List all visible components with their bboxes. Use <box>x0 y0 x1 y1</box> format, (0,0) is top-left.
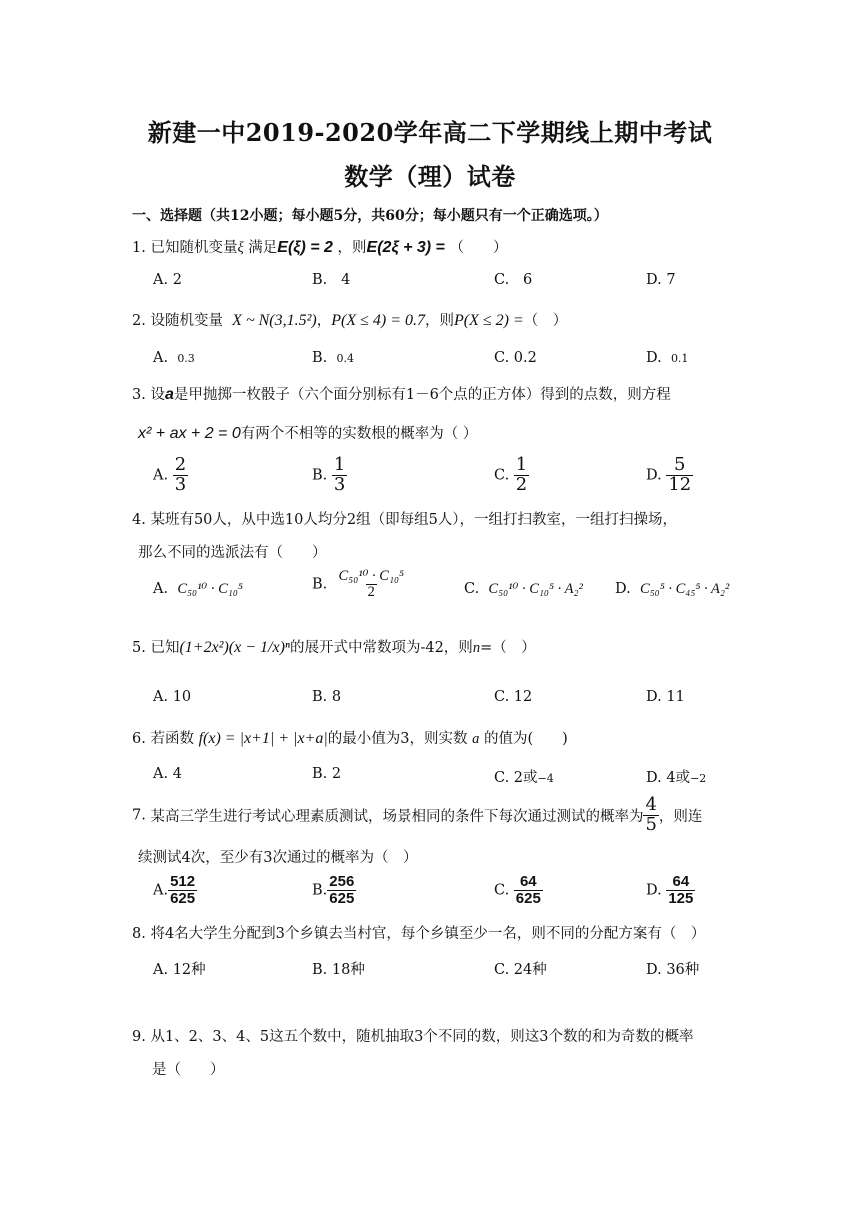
option-label: D. <box>646 770 662 786</box>
q4-option-c[interactable] <box>464 581 583 598</box>
q4-option-d[interactable] <box>615 581 729 598</box>
q2-option-d[interactable] <box>646 350 688 366</box>
question-9-line2 <box>152 1058 225 1079</box>
question-text: 将4名大学生分配到3个乡镇去当村官，每个乡镇至少一名，则不同的分配方案有（ ） <box>150 926 706 942</box>
q8-option-a[interactable] <box>153 958 206 979</box>
q2-option-a[interactable] <box>153 350 195 366</box>
q3-option-a[interactable] <box>153 456 188 495</box>
question-3-line2 <box>138 422 477 443</box>
q6-option-c[interactable] <box>494 766 554 787</box>
option-text: 8 <box>331 689 342 705</box>
option-label: C. <box>494 272 510 288</box>
option-label: B. <box>312 467 328 484</box>
question-text: 那么不同的选派法有（ ） <box>138 545 327 561</box>
math-variable: n <box>472 640 481 656</box>
question-number: 3. <box>132 387 146 403</box>
q8-option-c[interactable] <box>494 958 547 979</box>
q7-option-a[interactable] <box>153 874 197 907</box>
math-variable: a <box>472 731 480 747</box>
option-label: B. <box>312 689 328 705</box>
option-text: 4 <box>172 766 182 782</box>
question-text: ， <box>316 313 332 329</box>
option-text: 2 <box>172 272 182 288</box>
option-label: C. <box>494 689 510 705</box>
q2-option-b[interactable] <box>312 350 354 366</box>
q2-option-c[interactable] <box>494 350 537 366</box>
option-label: D. <box>646 350 662 366</box>
option-text: −2 <box>690 772 707 785</box>
option-text: 36种 <box>666 962 700 978</box>
question-text: 设 <box>150 387 165 403</box>
option-label: C. <box>494 770 510 786</box>
option-text: 10 <box>172 689 192 705</box>
question-1 <box>132 236 508 257</box>
option-label: A. <box>153 766 169 782</box>
question-text: ，则 <box>425 313 455 329</box>
q5-option-a[interactable] <box>153 689 191 705</box>
option-text: 11 <box>666 689 685 705</box>
math-expression: E(2ξ + 3) = <box>366 239 445 256</box>
option-label: A. <box>153 882 169 899</box>
option-label: D. <box>615 581 631 597</box>
option-text: C₅₀¹⁰ · C₁₀⁵ · A₂² <box>488 581 583 597</box>
math-expression: E(ξ) = 2 <box>277 239 333 256</box>
question-text: 满足 <box>248 240 278 256</box>
question-number: 5. <box>132 640 146 656</box>
option-label: C. <box>494 882 510 899</box>
question-text: 已知 <box>150 640 180 656</box>
option-text: C₅₀⁵ · C₄₅⁵ · A₂² <box>639 581 730 597</box>
question-number: 7. <box>132 807 146 824</box>
option-text: 2或 <box>513 770 538 786</box>
q3-option-d[interactable] <box>646 456 693 495</box>
math-expression: (1+2x²)(x − 1/x)ⁿ <box>179 639 290 656</box>
option-label: A. <box>153 272 169 288</box>
question-number: 4. <box>132 512 146 528</box>
fraction: $\frac{256}{625}$ <box>329 873 355 907</box>
option-label: C. <box>494 350 510 366</box>
fraction: $\frac{\text{C₅₀¹⁰ · C₁₀⁵}}{2}$ <box>338 568 405 601</box>
q1-option-b[interactable] <box>312 272 350 288</box>
question-2 <box>132 309 567 330</box>
fraction: $\frac{64}{625}$ <box>515 873 541 907</box>
question-3 <box>132 383 671 404</box>
option-label: A. <box>153 467 169 484</box>
option-text: C₅₀¹⁰ · C₁₀⁵ <box>177 581 243 597</box>
option-text: 0.2 <box>513 350 537 366</box>
option-text: 12种 <box>172 962 206 978</box>
question-number: 6. <box>132 731 146 747</box>
math-xi: ξ <box>237 240 244 256</box>
fraction: $\frac{64}{125}$ <box>668 873 694 907</box>
fraction: $\frac{1}{3}$ <box>333 454 346 495</box>
question-text: 若函数 <box>150 731 194 747</box>
question-4-line2 <box>138 541 327 562</box>
option-label: A. <box>153 350 169 366</box>
q5-option-b[interactable] <box>312 689 341 705</box>
option-label: B. <box>312 766 328 782</box>
question-5 <box>132 636 536 657</box>
question-7 <box>132 796 702 835</box>
question-text: 续测试4次，至少有3次通过的概率为（ ） <box>138 850 418 866</box>
q6-option-b[interactable] <box>312 766 341 782</box>
q3-option-b[interactable] <box>312 456 347 495</box>
option-label: B. <box>312 272 328 288</box>
question-7-line2 <box>138 846 417 867</box>
option-label: A. <box>153 689 169 705</box>
math-equation: x² + ax + 2 = 0 <box>138 425 241 442</box>
option-text: 0.3 <box>177 352 195 365</box>
q7-option-b[interactable] <box>312 874 356 907</box>
q7-option-d[interactable] <box>646 874 695 907</box>
question-6 <box>132 727 568 748</box>
question-text: 的展开式中常数项为-42，则 <box>289 640 473 656</box>
option-label: A. <box>153 581 169 597</box>
q7-option-c[interactable] <box>494 874 543 907</box>
option-label: C. <box>494 467 510 484</box>
option-text: 0.4 <box>336 352 354 365</box>
question-text: ，则 <box>337 240 367 256</box>
q8-option-d[interactable] <box>646 958 699 979</box>
option-text: 12 <box>513 689 533 705</box>
q6-option-a[interactable] <box>153 766 182 782</box>
question-number: 2. <box>132 313 146 329</box>
option-label: B. <box>312 350 328 366</box>
q4-option-b[interactable] <box>312 569 406 600</box>
question-text: 已知随机变量 <box>150 240 238 256</box>
math-expression: X ~ N(3,1.5²) <box>232 312 317 329</box>
option-text: 18种 <box>331 962 365 978</box>
math-expression: f(x) = |x+1| + |x+a| <box>198 730 328 747</box>
option-text: 24种 <box>513 962 547 978</box>
option-label: D. <box>646 467 662 484</box>
option-label: C. <box>494 962 510 978</box>
answer-blank: （ ） <box>523 313 568 329</box>
option-label: D. <box>646 272 662 288</box>
option-text: 7 <box>666 272 676 288</box>
question-number: 9. <box>132 1029 146 1045</box>
option-label: D. <box>646 882 662 899</box>
question-text: 某班有50人，从中选10人均分2组（即每组5人），一组打扫教室，一组打扫操场， <box>150 512 678 528</box>
option-text: −4 <box>537 772 554 785</box>
fraction: $\frac{2}{3}$ <box>174 454 187 495</box>
question-8 <box>132 922 705 943</box>
section-header: 一、选择题（共12小题；每小题5分，共60分；每小题只有一个正确选项。） <box>132 208 608 224</box>
fraction: $\frac{512}{625}$ <box>170 873 196 907</box>
option-label: B. <box>312 962 328 978</box>
exam-title-line1: 新建一中2019-2020学年高二下学期线上期中考试 <box>147 118 713 147</box>
q5-option-d[interactable] <box>646 689 685 705</box>
math-expression: P(X ≤ 4) = 0.7 <box>331 312 426 329</box>
question-text: ，则连 <box>658 808 703 825</box>
option-text: 6 <box>523 272 533 288</box>
question-text: 的最小值为3，则实数 <box>327 731 468 747</box>
question-text: 是（ ） <box>152 1062 225 1078</box>
q6-option-d[interactable] <box>646 766 706 787</box>
option-label: A. <box>153 962 169 978</box>
question-text: 某高三学生进行考试心理素质测试，场景相同的条件下每次通过测试的概率为 <box>150 808 644 825</box>
option-label: D. <box>646 962 662 978</box>
question-text: 是甲抛掷一枚骰子（六个面分别标有1－6个点的正方体）得到的点数，则方程 <box>173 387 671 403</box>
option-text: 0.1 <box>670 352 689 365</box>
q1-option-c[interactable] <box>494 272 532 288</box>
question-number: 8. <box>132 926 146 942</box>
q1-option-d[interactable] <box>646 272 676 288</box>
q5-option-c[interactable] <box>494 689 532 705</box>
option-label: D. <box>646 689 662 705</box>
question-4 <box>132 508 677 529</box>
q8-option-b[interactable] <box>312 958 365 979</box>
math-expression: P(X ≤ 2) = <box>454 312 524 329</box>
fraction: $\frac{5}{12}$ <box>668 454 692 495</box>
q4-option-a[interactable] <box>153 581 243 598</box>
q1-option-a[interactable] <box>153 272 182 288</box>
question-text: 从1、2、3、4、5这五个数中，随机抽取3个不同的数，则这3个数的和为奇数的概率 <box>150 1029 694 1045</box>
option-label: C. <box>464 581 480 597</box>
math-variable: a <box>164 386 174 403</box>
question-number: 1. <box>132 240 146 256</box>
answer-blank: （ ） <box>449 240 508 256</box>
option-label: B. <box>312 576 328 593</box>
fraction: $\frac{4}{5}$ <box>645 794 657 835</box>
question-text: 有两个不相等的实数根的概率为（ ） <box>240 426 478 442</box>
option-text: 4 <box>341 272 351 288</box>
question-9 <box>132 1025 694 1046</box>
q3-option-c[interactable] <box>494 456 529 495</box>
answer-blank: =（ ） <box>480 640 536 656</box>
option-text: 2 <box>331 766 342 782</box>
answer-blank: 的值为( ) <box>483 731 568 747</box>
exam-title-line2: 数学（理）试卷 <box>344 162 516 191</box>
question-text: 设随机变量 <box>150 313 223 329</box>
option-text: 4或 <box>666 770 691 786</box>
fraction: $\frac{1}{2}$ <box>515 454 528 495</box>
option-label: B. <box>312 882 328 899</box>
